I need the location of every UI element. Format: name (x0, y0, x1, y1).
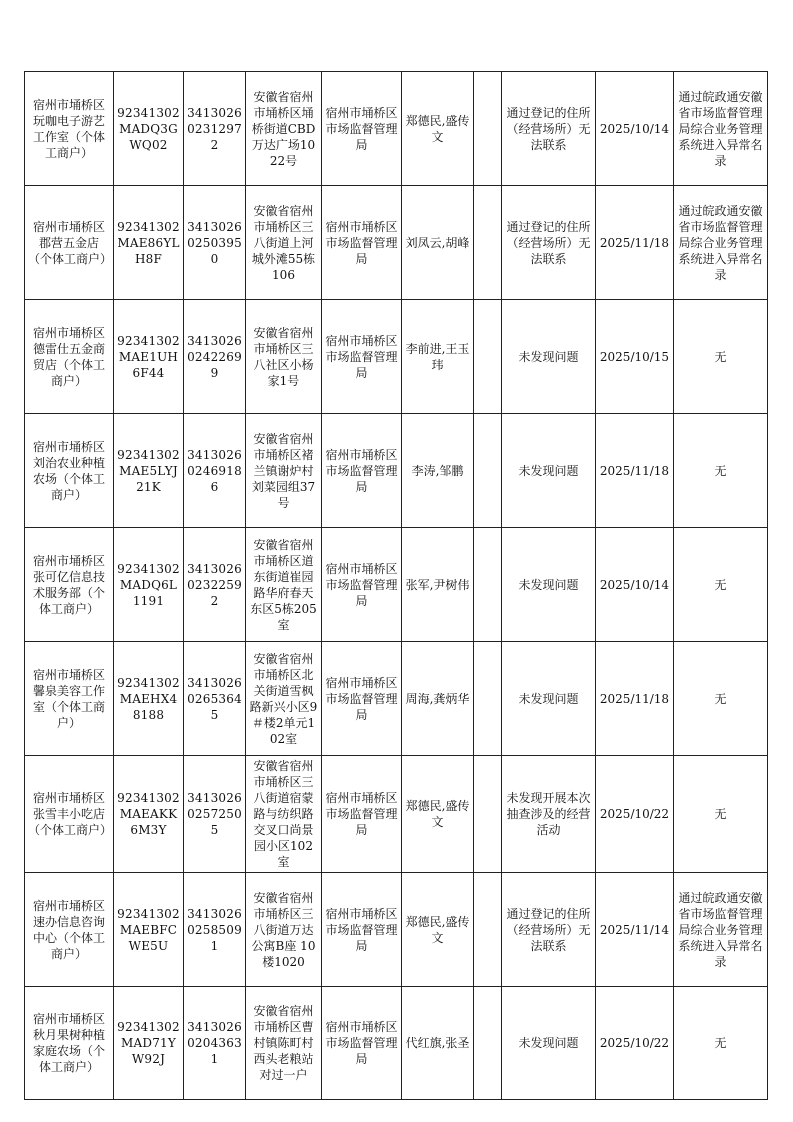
inspection-date: 2025/11/18 (596, 414, 674, 528)
table-row (25, 873, 768, 987)
inspectors: 张军,尹树伟 (402, 528, 474, 642)
inspection-date: 2025/11/18 (596, 186, 674, 300)
registration-number: 341302602422699 (184, 300, 246, 414)
credit-code: 92341302MAE86YLH8F (114, 186, 184, 300)
address: 安徽省宿州市埇桥区曹村镇陈町村西头老粮站对过一户 (246, 987, 322, 1100)
address: 安徽省宿州市埇桥区三八街道万达公寓B座 10楼1020 (246, 873, 322, 987)
inspecting-authority: 宿州市埇桥区市场监督管理局 (322, 756, 402, 873)
follow-up-action: 无 (674, 414, 768, 528)
address: 安徽省宿州市埇桥区道东街道崔园路华府春天东区5栋205室 (246, 528, 322, 642)
inspecting-authority: 宿州市埇桥区市场监督管理局 (322, 72, 402, 186)
inspectors: 刘凤云,胡峰 (402, 186, 474, 300)
registration-number: 341302602585091 (184, 873, 246, 987)
blank-cell (474, 72, 502, 186)
business-name: 宿州市埇桥区刘治农业种植农场（个体工商户） (25, 414, 114, 528)
credit-code: 92341302MADQ6L1191 (114, 528, 184, 642)
registration-number: 341302602503950 (184, 186, 246, 300)
blank-cell (474, 186, 502, 300)
address: 安徽省宿州市埇桥区三八街道宿蒙路与纺织路交叉口尚景园小区102室 (246, 756, 322, 873)
inspection-date: 2025/10/14 (596, 528, 674, 642)
follow-up-action: 无 (674, 300, 768, 414)
inspection-date: 2025/11/14 (596, 873, 674, 987)
inspectors: 周海,龚炳华 (402, 642, 474, 756)
address: 安徽省宿州市埇桥区埇桥街道CBD万达广场1022号 (246, 72, 322, 186)
address: 安徽省宿州市埇桥区北关街道雪枫路新兴小区9＃楼2单元102室 (246, 642, 322, 756)
follow-up-action: 无 (674, 528, 768, 642)
address: 安徽省宿州市埇桥区三八社区小杨家1号 (246, 300, 322, 414)
inspection-result: 未发现问题 (502, 300, 596, 414)
follow-up-action: 无 (674, 642, 768, 756)
blank-cell (474, 873, 502, 987)
credit-code: 92341302MAD71YW92J (114, 987, 184, 1100)
follow-up-action: 无 (674, 756, 768, 873)
inspection-result: 未发现开展本次抽查涉及的经营活动 (502, 756, 596, 873)
business-name: 宿州市埇桥区馨泉美容工作室（个体工商户） (25, 642, 114, 756)
inspecting-authority: 宿州市埇桥区市场监督管理局 (322, 528, 402, 642)
inspection-date: 2025/11/18 (596, 642, 674, 756)
table-row (25, 756, 768, 873)
blank-cell (474, 987, 502, 1100)
inspectors: 李前进,王玉玮 (402, 300, 474, 414)
registration-number: 341302602572505 (184, 756, 246, 873)
business-name: 宿州市埇桥区速办信息咨询中心（个体工商户） (25, 873, 114, 987)
credit-code: 92341302MADQ3GWQ02 (114, 72, 184, 186)
business-name: 宿州市埇桥区德雷仕五金商贸店（个体工商户） (25, 300, 114, 414)
inspection-results-table (24, 71, 768, 1100)
inspection-result: 未发现问题 (502, 528, 596, 642)
table-row (25, 72, 768, 186)
inspection-date: 2025/10/22 (596, 987, 674, 1100)
inspecting-authority: 宿州市埇桥区市场监督管理局 (322, 186, 402, 300)
blank-cell (474, 300, 502, 414)
follow-up-action: 通过皖政通安徽省市场监督管理局综合业务管理系统进入异常名录 (674, 873, 768, 987)
inspectors: 代红旗,张圣 (402, 987, 474, 1100)
table-row (25, 414, 768, 528)
registration-number: 341302602322592 (184, 528, 246, 642)
inspection-result: 通过登记的住所（经营场所）无法联系 (502, 186, 596, 300)
blank-cell (474, 756, 502, 873)
table-row (25, 642, 768, 756)
inspectors: 郑德民,盛传文 (402, 756, 474, 873)
business-name: 宿州市埇桥区张可亿信息技术服务部（个体工商户） (25, 528, 114, 642)
follow-up-action: 无 (674, 987, 768, 1100)
table-row (25, 528, 768, 642)
inspection-result: 未发现问题 (502, 987, 596, 1100)
inspection-result: 未发现问题 (502, 642, 596, 756)
table-row (25, 186, 768, 300)
inspecting-authority: 宿州市埇桥区市场监督管理局 (322, 414, 402, 528)
follow-up-action: 通过皖政通安徽省市场监督管理局综合业务管理系统进入异常名录 (674, 72, 768, 186)
inspection-date: 2025/10/15 (596, 300, 674, 414)
credit-code: 92341302MAEHX48188 (114, 642, 184, 756)
business-name: 宿州市埇桥区张雪丰小吃店（个体工商户） (25, 756, 114, 873)
inspecting-authority: 宿州市埇桥区市场监督管理局 (322, 873, 402, 987)
inspecting-authority: 宿州市埇桥区市场监督管理局 (322, 300, 402, 414)
registration-number: 341302602653645 (184, 642, 246, 756)
table-row (25, 987, 768, 1100)
inspection-result: 未发现问题 (502, 414, 596, 528)
table-body (25, 72, 768, 1100)
blank-cell (474, 642, 502, 756)
inspection-result: 通过登记的住所（经营场所）无法联系 (502, 72, 596, 186)
inspectors: 李涛,邹鹏 (402, 414, 474, 528)
inspection-result: 通过登记的住所（经营场所）无法联系 (502, 873, 596, 987)
blank-cell (474, 528, 502, 642)
inspecting-authority: 宿州市埇桥区市场监督管理局 (322, 642, 402, 756)
table-row (25, 300, 768, 414)
address: 安徽省宿州市埇桥区三八街道上河城外滩55栋106 (246, 186, 322, 300)
registration-number: 341302602469186 (184, 414, 246, 528)
inspecting-authority: 宿州市埇桥区市场监督管理局 (322, 987, 402, 1100)
business-name: 宿州市埇桥区秋月果树种植家庭农场（个体工商户） (25, 987, 114, 1100)
follow-up-action: 通过皖政通安徽省市场监督管理局综合业务管理系统进入异常名录 (674, 186, 768, 300)
credit-code: 92341302MAEBFCWE5U (114, 873, 184, 987)
business-name: 宿州市埇桥区玩咖电子游艺工作室（个体工商户） (25, 72, 114, 186)
address: 安徽省宿州市埇桥区褚兰镇谢炉村刘菜园组37号 (246, 414, 322, 528)
inspection-date: 2025/10/14 (596, 72, 674, 186)
credit-code: 92341302MAE5LYJ21K (114, 414, 184, 528)
registration-number: 341302602043631 (184, 987, 246, 1100)
credit-code: 92341302MAE1UH6F44 (114, 300, 184, 414)
blank-cell (474, 414, 502, 528)
inspectors: 郑德民,盛传文 (402, 72, 474, 186)
registration-number: 341302602312972 (184, 72, 246, 186)
credit-code: 92341302MAEAKK6M3Y (114, 756, 184, 873)
business-name: 宿州市埇桥区郡营五金店（个体工商户） (25, 186, 114, 300)
inspectors: 郑德民,盛传文 (402, 873, 474, 987)
inspection-date: 2025/10/22 (596, 756, 674, 873)
